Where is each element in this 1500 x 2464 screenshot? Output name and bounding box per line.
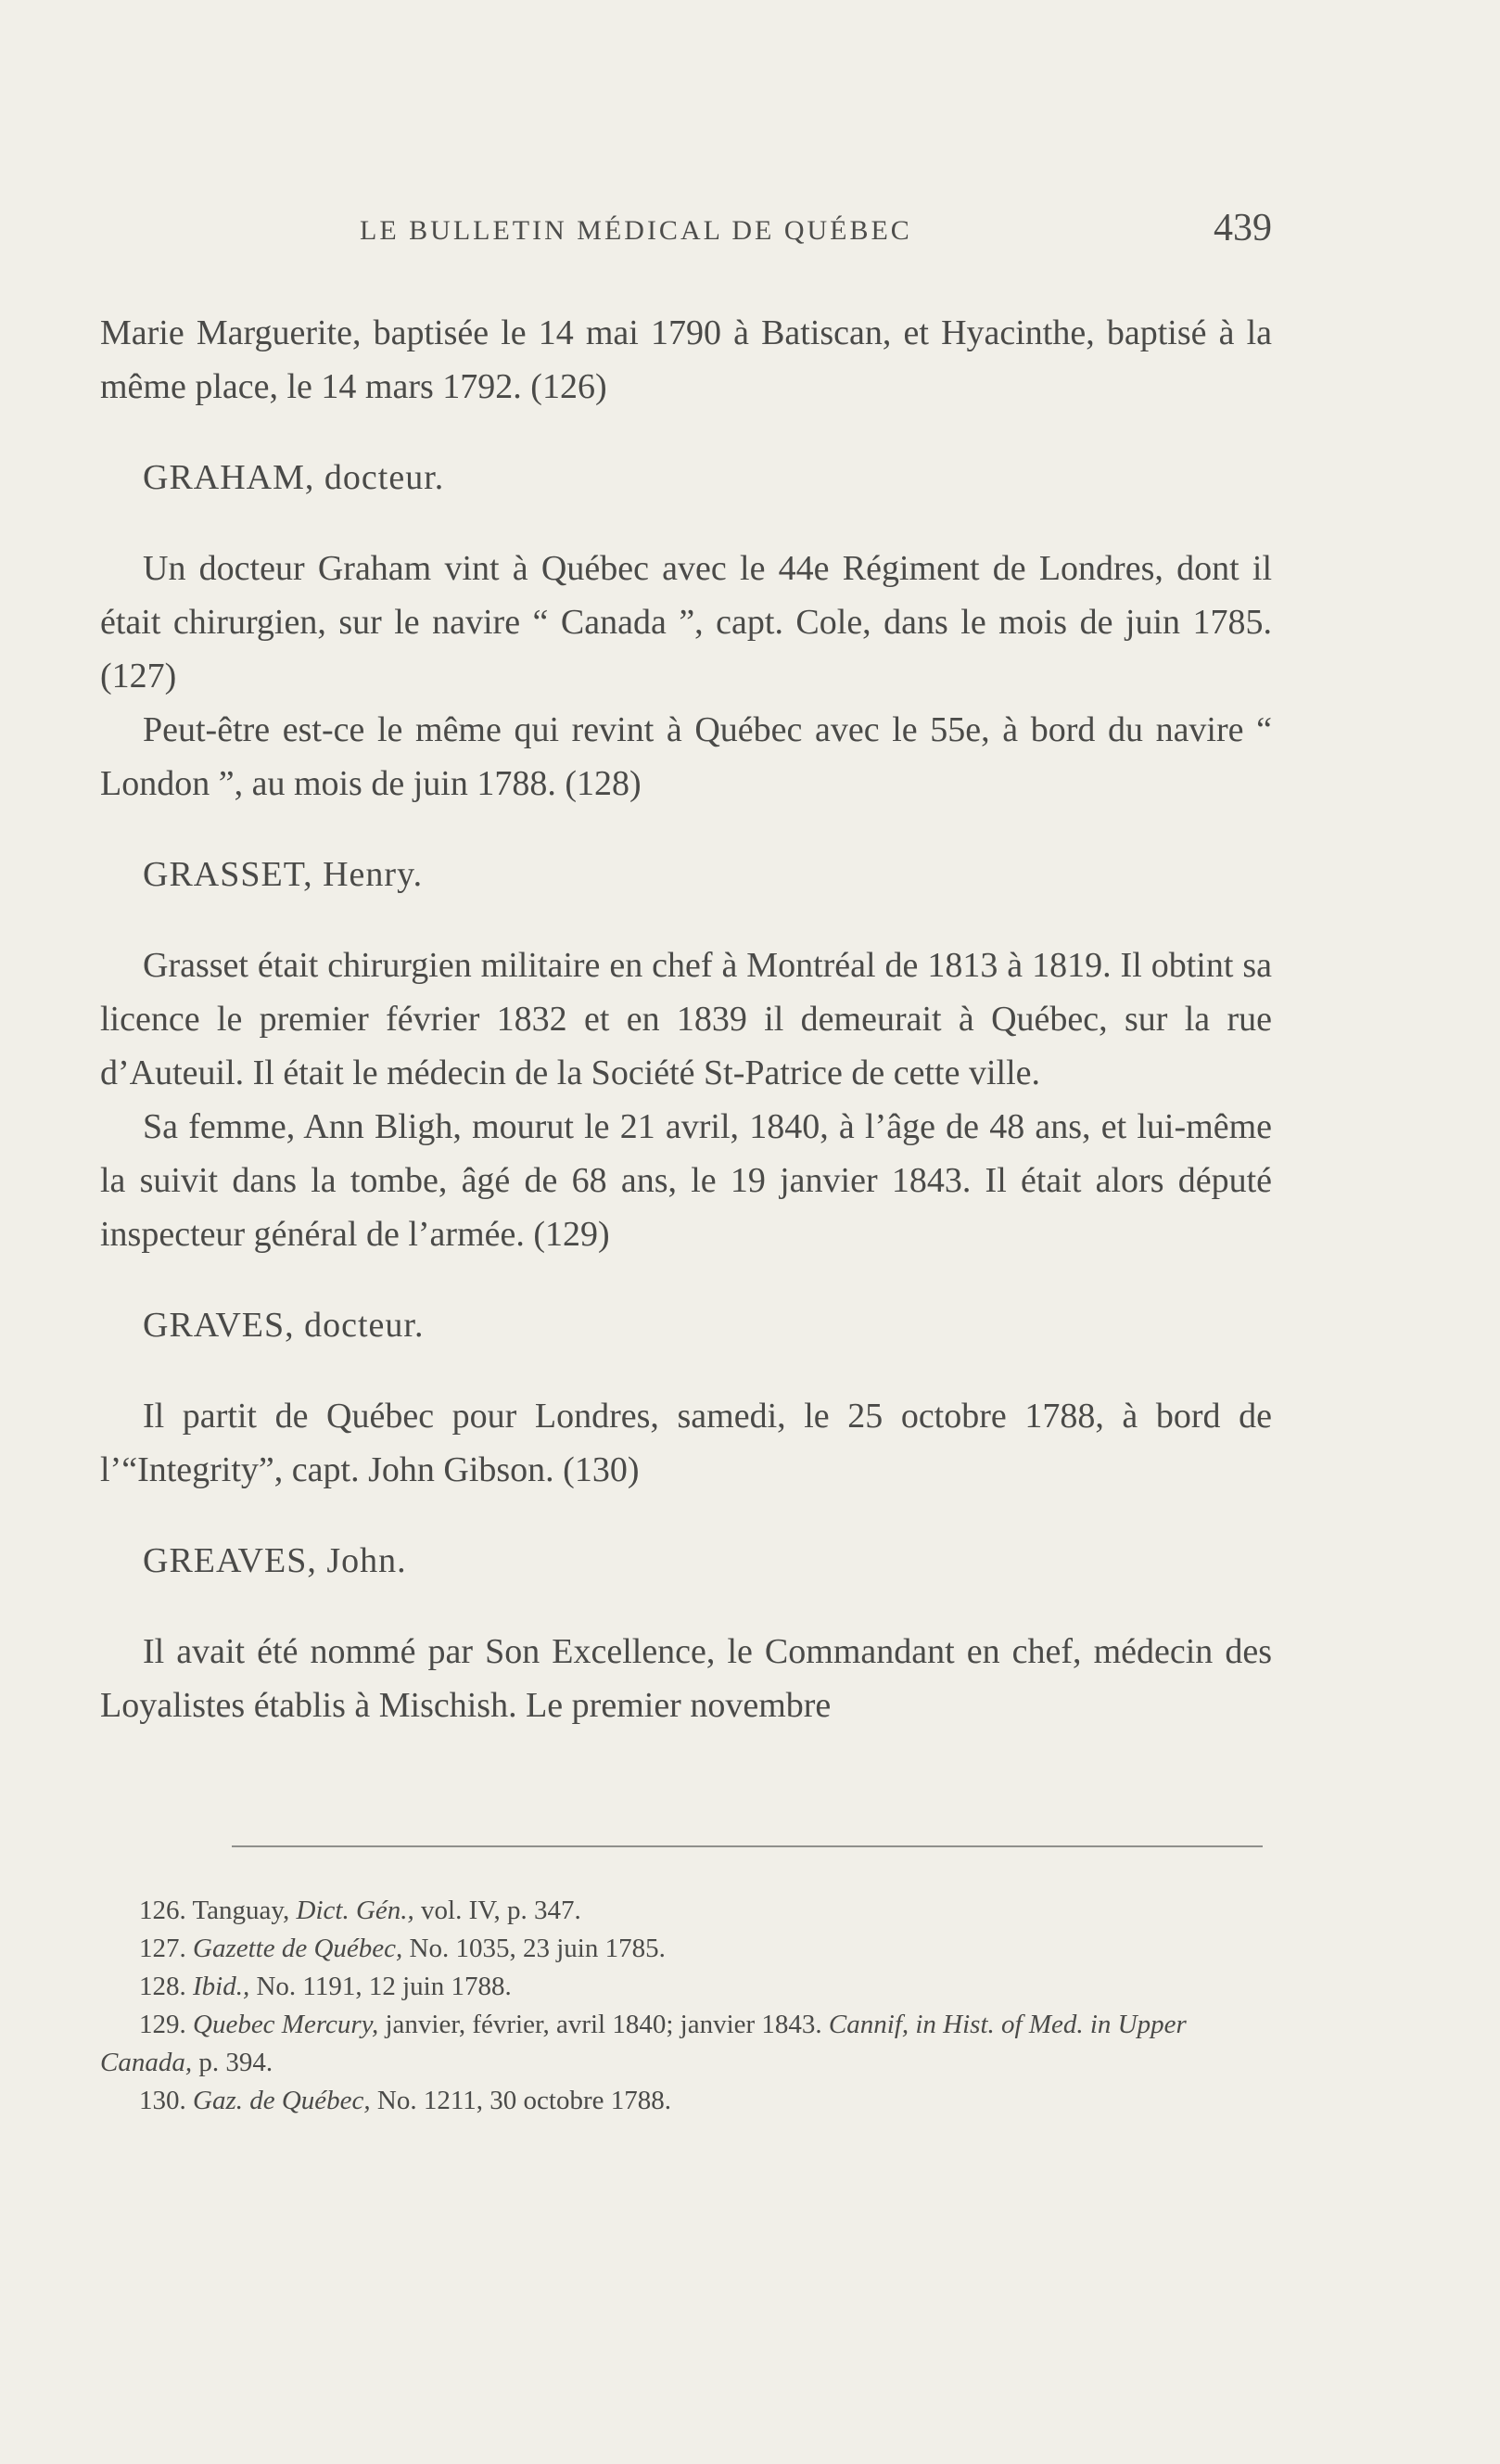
page-number: 439 bbox=[1214, 207, 1272, 249]
paragraph-graves-1: Il partit de Québec pour Londres, samedi, le 25 octobre 1788, à bord de l’“Integrity”, capt. John Gibson. (130) bbox=[100, 1397, 1272, 1489]
footnote-ref: No. 1191, 12 juin 1788. bbox=[256, 1972, 512, 2001]
footnote-ref: No. 1211, 30 octobre 1788. bbox=[376, 2086, 671, 2115]
entry-heading-graham: GRAHAM, docteur. bbox=[143, 458, 445, 497]
footnote-ref: No. 1035, 23 juin 1785. bbox=[409, 1934, 666, 1963]
body-text bbox=[100, 306, 1272, 1732]
footnote-title-2: Cannif, in Hist. of Med. in Upper Canada, bbox=[100, 2010, 1187, 2077]
footnote-ref-2: p. 394. bbox=[198, 2048, 273, 2077]
footnote-title: Gaz. de Québec, bbox=[193, 2086, 371, 2115]
running-title: LE BULLETIN MÉDICAL DE QUÉBEC bbox=[360, 215, 912, 246]
footnote-127 bbox=[100, 1930, 1272, 1968]
footnote-title: Ibid., bbox=[193, 1972, 250, 2001]
footnotes bbox=[100, 1892, 1272, 2120]
paragraph-continuation: Marie Marguerite, baptisée le 14 mai 1790 à Batiscan, et Hyacinthe, baptisé à la même place, le 14 mars 1792. (126) bbox=[100, 313, 1272, 406]
footnote-126 bbox=[100, 1892, 1272, 1930]
footnote-128 bbox=[100, 1968, 1272, 2006]
paragraph-graham-2: Peut-être est-ce le même qui revint à Québec avec le 55e, à bord du navire “ London ”, au mois de juin 1788. (128) bbox=[100, 710, 1272, 803]
footnote-divider bbox=[232, 1845, 1263, 1847]
footnote-129 bbox=[100, 2006, 1272, 2082]
footnote-number: 129. bbox=[139, 2010, 186, 2039]
entry-heading-grasset: GRASSET, Henry. bbox=[143, 855, 424, 894]
entry-heading-greaves: GREAVES, John. bbox=[143, 1541, 407, 1580]
footnote-title: Gazette de Québec, bbox=[193, 1934, 403, 1963]
footnote-source: Tanguay, bbox=[192, 1896, 290, 1925]
footnote-ref: vol. IV, p. 347. bbox=[421, 1896, 581, 1925]
paragraph-grasset-2: Sa femme, Ann Bligh, mourut le 21 avril, 1840, à l’âge de 48 ans, et lui-même la suivit dans la tombe, âgé de 68 ans, le 19 janvier 1843. Il était alors député inspecteur général de l’armée. (129) bbox=[100, 1107, 1272, 1254]
entry-heading-graves: GRAVES, docteur. bbox=[143, 1306, 425, 1345]
footnote-number: 126. bbox=[139, 1896, 186, 1925]
footnote-title: Quebec Mercury, bbox=[193, 2010, 379, 2039]
footnote-number: 128. bbox=[139, 1972, 186, 2001]
footnote-130 bbox=[100, 2082, 1272, 2120]
footnote-number: 127. bbox=[139, 1934, 186, 1963]
footnote-ref: janvier, février, avril 1840; janvier 1843. bbox=[385, 2010, 822, 2039]
footnote-title: Dict. Gén., bbox=[296, 1896, 414, 1925]
page-header bbox=[100, 206, 1272, 262]
footnote-number: 130. bbox=[139, 2086, 186, 2115]
paragraph-grasset-1: Grasset était chirurgien militaire en chef à Montréal de 1813 à 1819. Il obtint sa licence le premier février 1832 et en 1839 il demeurait à Québec, sur la rue d’Auteuil. Il était le médecin de la Société St-Patrice de cette ville. bbox=[100, 946, 1272, 1092]
paragraph-greaves-1: Il avait été nommé par Son Excellence, le Commandant en chef, médecin des Loyalistes établis à Mischish. Le premier novembre bbox=[100, 1632, 1272, 1725]
paragraph-graham-1: Un docteur Graham vint à Québec avec le 44e Régiment de Londres, dont il était chirurgien, sur le navire “ Canada ”, capt. Cole, dans le mois de juin 1785. (127) bbox=[100, 549, 1272, 696]
